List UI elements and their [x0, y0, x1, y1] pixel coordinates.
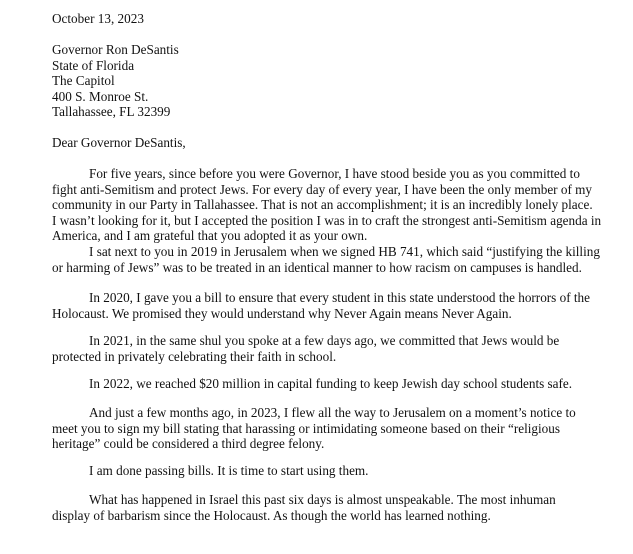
paragraph-line: For five years, since before you were Governor, I have stood beside you as you committed to — [89, 166, 580, 181]
paragraph-line: I wasn’t looking for it, but I accepted the position I was in to craft the strongest anti-Semitism agenda in — [52, 212, 602, 228]
salutation: Dear Governor DeSantis, — [52, 135, 186, 150]
body-paragraph — [52, 376, 600, 392]
body-paragraph — [52, 244, 600, 275]
body-paragraph — [52, 290, 600, 321]
letter-date: October 13, 2023 — [52, 11, 144, 26]
address-line: The Capitol — [52, 73, 115, 88]
paragraph-line: or harming of Jews” was to be treated in an identical manner to how racism on campuses is handled. — [52, 259, 582, 275]
paragraph-line: America, and I am grateful that you adopted it as your own. — [52, 228, 368, 243]
address-line: 400 S. Monroe St. — [52, 88, 149, 104]
paragraph-line: Holocaust. We promised they would understand why Never Again means Never Again. — [52, 305, 512, 321]
paragraph-line: In 2020, I gave you a bill to ensure that every student in this state understood the horrors of the — [89, 290, 591, 305]
address-line: State of Florida — [52, 57, 135, 73]
paragraph-line: display of barbarism since the Holocaust. As though the world has learned nothing. — [52, 507, 491, 523]
recipient-address — [52, 42, 179, 120]
body-paragraph — [52, 166, 600, 244]
paragraph-line: I sat next to you in 2019 in Jerusalem when we signed HB 741, which said “justifying the killing — [89, 244, 600, 259]
address-line: Tallahassee, FL 32399 — [52, 104, 171, 119]
paragraph-line: And just a few months ago, in 2023, I flew all the way to Jerusalem on a moment’s notice to — [89, 405, 576, 420]
paragraph-line: I am done passing bills. It is time to start using them. — [89, 463, 369, 478]
address-line: Governor Ron DeSantis — [52, 42, 179, 57]
paragraph-line: protected in privately celebrating their faith in school. — [52, 348, 337, 364]
paragraph-line: In 2022, we reached $20 million in capital funding to keep Jewish day school students safe. — [89, 376, 573, 391]
paragraph-line: community in our Party in Tallahassee. That is not an accomplishment; it is an incredibly lonely place. — [52, 197, 593, 212]
paragraph-line: heritage” could be considered a third degree felony. — [52, 436, 325, 451]
body-paragraph — [52, 333, 600, 364]
paragraph-line: fight anti-Semitism and protect Jews. For every day of every year, I have been the only member of my — [52, 181, 592, 197]
body-paragraph — [52, 463, 600, 479]
body-paragraph — [52, 492, 600, 523]
paragraph-line: meet you to sign my bill stating that harassing or intimidating someone based on their “religious — [52, 420, 561, 436]
paragraph-line: What has happened in Israel this past six days is almost unspeakable. The most inhuman — [89, 492, 556, 507]
body-paragraph — [52, 405, 600, 452]
paragraph-line: In 2021, in the same shul you spoke at a few days ago, we committed that Jews would be — [89, 333, 560, 348]
